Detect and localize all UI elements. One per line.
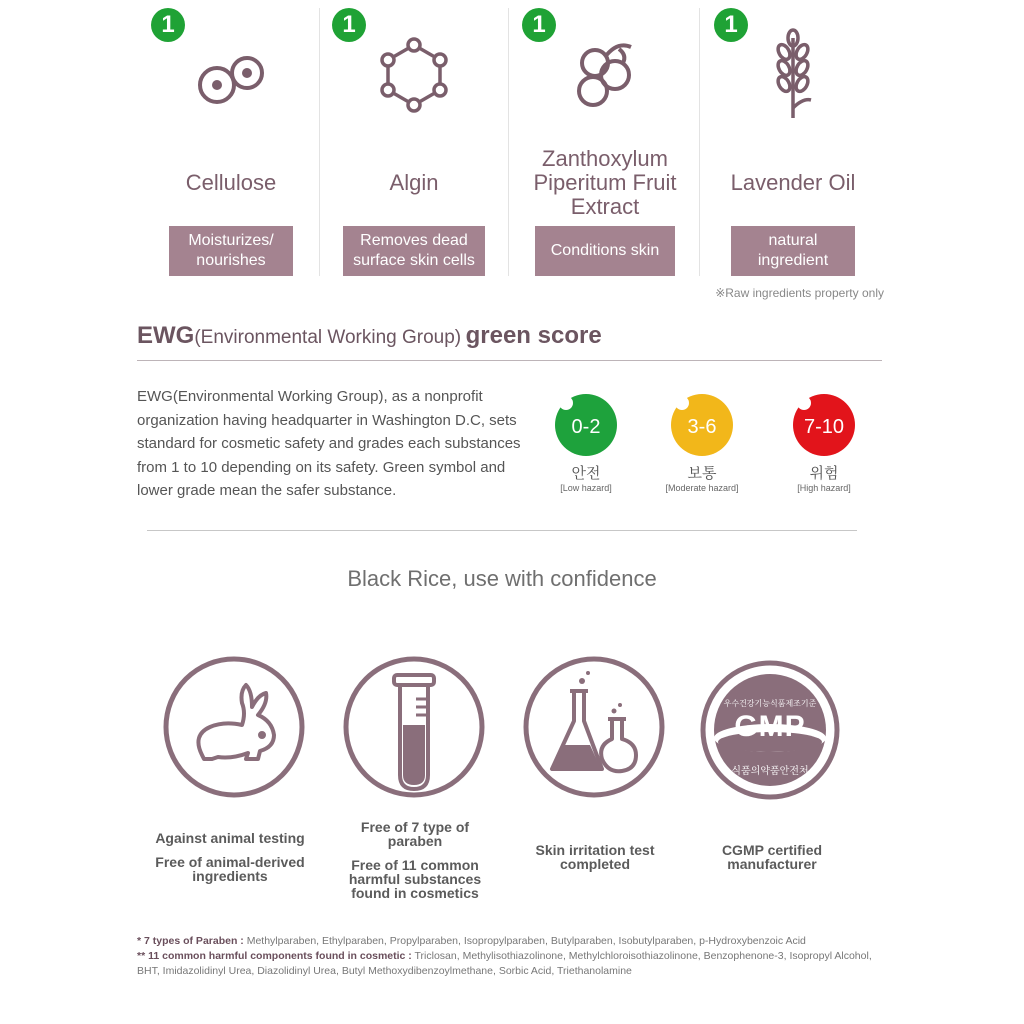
score-label-kr: 안전 [571,464,601,482]
ewg-score-high [784,394,864,493]
footnote-text: Triclosan, Methylisothiazolinone, Methylchloroisothiazolinone, Benzophenone-3, Isopropyl Alcohol, BHT, Imidazolidinyl Urea, Diazolidinyl Urea, Butyl Methoxydibenzoylmethane, Sorbic Acid, Triethanolamine [137,950,872,977]
molecule-icon [374,35,454,115]
gmp-top-text: 우수건강기능식품제조기준 [723,699,817,708]
tag-line: natural [768,232,818,249]
score-range: 3-6 [687,416,717,438]
score-label-kr: 위험 [809,464,839,482]
ingredient-card-cellulose [143,0,319,278]
ingredient-card-zanthoxylum [510,0,700,278]
ingredient-name: Cellulose [185,170,277,195]
ingredient-property-tag [343,226,485,276]
ewg-symbol-icon [675,396,689,410]
tag-line: Removes dead [360,232,468,249]
divider [699,8,700,276]
footnote-label: ** 11 common harmful components found in cosmetic : [137,950,412,962]
feature-line: Free of 7 type of paraben [360,819,470,849]
ingredient-name [510,147,700,219]
divider [137,360,882,361]
ingredient-card-lavender-oil [704,0,882,278]
name-line: Zanthoxylum [542,146,668,171]
ewg-score-moderate [662,394,742,493]
score-label-en: [High hazard] [797,483,851,493]
ewg-heading [137,322,602,350]
ingredient-property-tag [169,226,293,276]
feature-text-animal [142,831,318,893]
gmp-seal-icon [700,660,840,800]
name-line: Piperitum Fruit [533,170,677,195]
tag-line: ingredient [757,252,829,269]
ewg-grade-badge: 1 [522,8,556,42]
score-circle [671,394,733,456]
ewg-symbol-icon [559,396,573,410]
berries-icon [565,35,645,115]
ewg-symbol-icon [797,396,811,410]
footnote-paraben [137,934,897,949]
score-label-kr: 보통 [687,464,717,482]
feature-text-cgmp [710,843,834,881]
ingredient-name: Algin [389,170,439,195]
footnote-text: Methylparaben, Ethylparaben, Propylparaben, Isopropylparaben, Butylparaben, Isobutylparaben, p-Hydroxybenzoic Acid [246,935,806,947]
score-range: 7-10 [803,416,845,438]
feature-line: Against animal testing [155,830,305,846]
ingredient-name: Lavender Oil [730,170,856,195]
gmp-text: GMP [734,710,806,743]
footnote-harmful [137,949,897,979]
lab-flask-icon [522,655,666,799]
feature-text-irritation [522,843,668,881]
ingredient-card-algin [320,0,508,278]
ingredient-property-tag [731,226,855,276]
divider [147,530,857,531]
ingredients-footnote: ※Raw ingredients property only [715,286,884,300]
ewg-grade-badge: 1 [714,8,748,42]
score-range: 0-2 [571,416,601,438]
footnote-label: * 7 types of Paraben : [137,935,244,947]
cells-icon [191,35,271,115]
score-circle [555,394,617,456]
score-label-en: [Low hazard] [560,483,612,493]
tag-line: Moisturizes/ [188,232,274,249]
feature-line: Skin irritation test completed [535,842,655,872]
divider [508,8,509,276]
name-line: Extract [570,194,640,219]
feature-line: Free of 11 common harmful substances found in cosmetics [348,857,482,901]
ewg-heading-normal: (Environmental Working Group) [194,327,462,348]
ewg-grade-badge: 1 [332,8,366,42]
tag-line: surface skin cells [353,252,475,269]
feature-line: Free of animal-derived ingredients [155,854,305,884]
tag-line: Conditions skin [550,242,660,259]
gmp-bottom-text: 식품의약품안전처 [731,766,809,777]
section-headline: Black Rice, use with confidence [347,566,657,591]
test-tube-icon [342,655,486,799]
ewg-heading-bold: EWG [137,322,195,349]
ewg-score-low [546,394,626,493]
tag-line: nourishes [196,252,266,269]
score-label-en: [Moderate hazard] [665,483,739,493]
ewg-description: EWG(Environmental Working Group), as a nonprofit organization having headquarter in Washington D.C, sets standard for cosmetic safety and grades each substances from 1 to 10 depending on its safety. Green symbol and lower grade mean the safer substance. [137,388,521,499]
feature-line: CGMP certified manufacturer [721,842,823,872]
rabbit-icon [162,655,306,799]
feature-text-paraben [342,820,488,910]
ewg-heading-bold-2: green score [465,322,602,349]
footnotes [137,934,897,979]
ewg-grade-badge: 1 [151,8,185,42]
wheat-icon [753,28,833,118]
ingredient-property-tag [535,226,675,276]
score-circle [793,394,855,456]
